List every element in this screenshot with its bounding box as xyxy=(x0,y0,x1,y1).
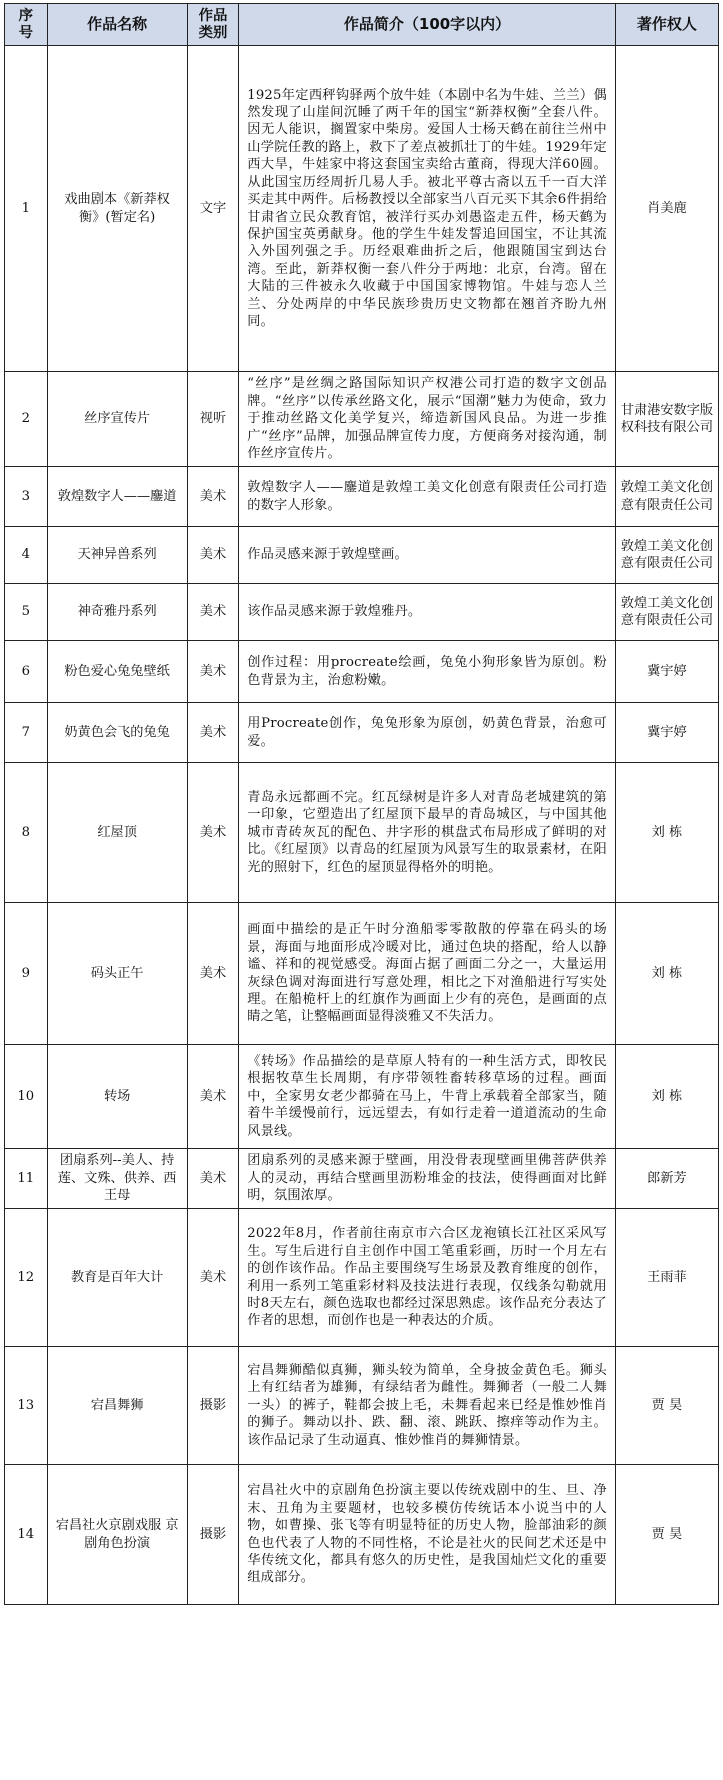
work-category: 摄影 xyxy=(199,1526,227,1542)
work-description-cell xyxy=(239,1149,616,1209)
row-number: 13 xyxy=(17,1397,35,1413)
header-owner-label: 著作权人 xyxy=(636,15,697,33)
work-name-cell xyxy=(47,641,187,703)
copyright-owner-cell xyxy=(615,527,718,584)
table-row xyxy=(5,903,719,1045)
header-no xyxy=(5,4,48,46)
row-number: 14 xyxy=(17,1526,35,1542)
work-category: 摄影 xyxy=(199,1397,227,1413)
work-category-cell xyxy=(187,1149,239,1209)
row-number: 2 xyxy=(21,411,30,427)
header-row xyxy=(5,4,719,46)
row-number-cell xyxy=(5,1465,48,1605)
work-category-cell xyxy=(187,903,239,1045)
work-category-cell xyxy=(187,1209,239,1347)
copyright-owner-cell xyxy=(615,641,718,703)
work-name: 宕昌社火京剧戏服 京剧角色扮演 xyxy=(55,1518,179,1551)
work-name-cell xyxy=(47,1347,187,1465)
row-number-cell xyxy=(5,903,48,1045)
copyright-owner: 刘 栋 xyxy=(651,1088,683,1104)
work-description-cell xyxy=(239,467,616,527)
work-description: 团扇系列的灵感来源于壁画，用没骨表现壁画里佛菩萨供养人的灵动，再结合壁画里沥粉堆金的技法，使得画面对比鲜明，氛围浓厚。 xyxy=(247,1153,607,1204)
row-number-cell xyxy=(5,372,48,467)
copyright-owner-cell xyxy=(615,1209,718,1347)
work-description: 青岛永远都画不完。红瓦绿树是许多人对青岛老城建筑的第一印象，它塑造出了红屋顶下最早的青岛城区，与中国其他城市青砖灰瓦的配色、井字形的棋盘式布局形成了鲜明的对比。《红屋顶》以青岛的红屋顶为风景写生的取景素材，在阳光的照射下，红色的屋顶显得格外的明艳。 xyxy=(247,789,607,875)
work-category-cell xyxy=(187,641,239,703)
work-description-cell xyxy=(239,1209,616,1347)
row-number-cell xyxy=(5,703,48,763)
row-number: 12 xyxy=(17,1269,35,1285)
header-name-label: 作品名称 xyxy=(87,15,148,33)
row-number-cell xyxy=(5,763,48,903)
row-number: 3 xyxy=(21,488,30,504)
work-description-cell xyxy=(239,372,616,467)
copyright-owner-cell xyxy=(615,763,718,903)
copyright-owner: 冀宇婷 xyxy=(647,663,687,679)
work-name-cell xyxy=(47,1209,187,1347)
row-number-cell xyxy=(5,1149,48,1209)
work-category-cell xyxy=(187,584,239,641)
copyright-owner-cell xyxy=(615,1465,718,1605)
header-desc xyxy=(239,4,616,46)
work-description: 敦煌数字人——鏖道是敦煌工美文化创意有限责任公司打造的数字人形象。 xyxy=(247,480,607,513)
work-name: 戏曲剧本《新莽权衡》(暂定名) xyxy=(64,192,170,225)
copyright-owner-cell xyxy=(615,1347,718,1465)
work-name: 教育是百年大计 xyxy=(70,1269,164,1285)
row-number-cell xyxy=(5,467,48,527)
work-name-cell xyxy=(47,1465,187,1605)
table-row xyxy=(5,703,719,763)
work-category-cell xyxy=(187,46,239,372)
work-category: 文字 xyxy=(199,200,227,216)
work-description: 2022年8月，作者前往南京市六合区龙袍镇长江社区采风写生。写生后进行自主创作中国工笔重彩画，历时一个月左右的创作该作品。作品主要围绕写生场景及教育维度的创作，利用一系列工笔重彩材料及技法进行表现，仅线条勾勒就用时8天左右，颜色选取也都经过深思熟虑。该作品充分表达了作者的思想，而创作也是一种表达的介质。 xyxy=(247,1226,607,1329)
work-description-cell xyxy=(239,703,616,763)
work-name-cell xyxy=(47,703,187,763)
work-description-cell xyxy=(239,1347,616,1465)
copyright-owner-cell xyxy=(615,467,718,527)
header-category xyxy=(187,4,239,46)
work-category-cell xyxy=(187,763,239,903)
work-name: 粉色爱心兔兔壁纸 xyxy=(64,663,170,679)
work-category-cell xyxy=(187,1045,239,1149)
table-row xyxy=(5,372,719,467)
work-name: 敦煌数字人——鏖道 xyxy=(57,488,177,504)
work-category: 美术 xyxy=(199,547,227,563)
work-name: 宕昌舞狮 xyxy=(90,1397,144,1413)
work-name-cell xyxy=(47,467,187,527)
work-name: 团扇系列--美人、持莲、文殊、供养、西王母 xyxy=(57,1153,177,1204)
row-number: 7 xyxy=(21,724,30,740)
copyright-owner: 敦煌工美文化创意有限责任公司 xyxy=(620,538,714,571)
copyright-owner: 刘 栋 xyxy=(651,824,683,840)
work-category: 美术 xyxy=(199,488,227,504)
row-number: 4 xyxy=(21,547,30,563)
row-number: 8 xyxy=(21,824,30,840)
table-row xyxy=(5,1209,719,1347)
row-number-cell xyxy=(5,584,48,641)
work-category-cell xyxy=(187,372,239,467)
copyright-owner-cell xyxy=(615,703,718,763)
row-number-cell xyxy=(5,1209,48,1347)
table-row xyxy=(5,467,719,527)
work-description-cell xyxy=(239,527,616,584)
copyright-owner-cell xyxy=(615,903,718,1045)
copyright-owner-cell xyxy=(615,46,718,372)
work-description: “丝序”是丝绸之路国际知识产权港公司打造的数字文创品牌。“丝序”以传承丝路文化，展示“国潮”魅力为使命，致力于推动丝路文化美学复兴，缔造新国风良品。为进一步推广“丝序”品牌，加强品牌宣传力度，方便商务对接沟通，制作丝序宣传片。 xyxy=(247,376,607,462)
row-number-cell xyxy=(5,641,48,703)
work-name: 神奇雅丹系列 xyxy=(77,604,157,620)
work-category: 美术 xyxy=(199,604,227,620)
work-category-cell xyxy=(187,1347,239,1465)
work-category: 美术 xyxy=(199,965,227,981)
row-number: 9 xyxy=(21,965,30,981)
work-category-cell xyxy=(187,467,239,527)
table-row xyxy=(5,763,719,903)
copyright-owner: 刘 栋 xyxy=(651,965,683,981)
work-category: 美术 xyxy=(199,724,227,740)
copyright-owner: 贾 昊 xyxy=(651,1397,683,1413)
work-name-cell xyxy=(47,584,187,641)
copyright-owner: 贾 昊 xyxy=(651,1526,683,1542)
work-category: 美术 xyxy=(199,824,227,840)
row-number: 6 xyxy=(21,663,30,679)
table-row xyxy=(5,584,719,641)
work-description-cell xyxy=(239,584,616,641)
work-name: 天神异兽系列 xyxy=(77,547,157,563)
row-number: 10 xyxy=(17,1088,35,1104)
work-description-cell xyxy=(239,903,616,1045)
table-row xyxy=(5,1149,719,1209)
work-description-cell xyxy=(239,641,616,703)
work-name-cell xyxy=(47,1149,187,1209)
work-category: 美术 xyxy=(199,663,227,679)
work-name-cell xyxy=(47,46,187,372)
work-category: 美术 xyxy=(199,1170,227,1186)
work-name: 丝序宣传片 xyxy=(84,411,151,427)
work-description: 宕昌社火中的京剧角色扮演主要以传统戏剧中的生、旦、净末、丑角为主要题材，也较多模仿传统话本小说当中的人物，如曹操、张飞等有明显特征的历史人物，脸部油彩的颜色也代表了人物的不同性格，不论是社火的民间艺术还是中华传统文化，都具有悠久的历史性，是我国灿烂文化的重要组成部分。 xyxy=(247,1483,607,1586)
header-owner xyxy=(615,4,718,46)
copyright-owner-cell xyxy=(615,1045,718,1149)
copyright-owner: 肖美鹿 xyxy=(647,200,687,216)
copyright-owner: 郎新芳 xyxy=(647,1170,687,1186)
row-number: 1 xyxy=(21,200,30,216)
work-name-cell xyxy=(47,527,187,584)
works-table xyxy=(4,3,719,1605)
copyright-owner-cell xyxy=(615,1149,718,1209)
table-row xyxy=(5,46,719,372)
table-body xyxy=(5,46,719,1605)
work-category-cell xyxy=(187,1465,239,1605)
work-category-cell xyxy=(187,527,239,584)
copyright-owner: 甘肃港安数字版权科技有限公司 xyxy=(620,402,714,435)
copyright-owner-cell xyxy=(615,372,718,467)
work-category: 视听 xyxy=(199,411,227,427)
work-description: 宕昌舞狮酷似真狮，狮头较为简单，全身披金黄色毛。狮头上有红结者为雄狮，有绿结者为雌性。舞狮者（一般二人舞一头）的裤子，鞋都会披上毛，未舞看起来已经是惟妙惟肖的狮子。舞动以扑、跌、翻、滚、跳跃、擦痒等动作为主。该作品记录了生动逼真、惟妙惟肖的舞狮情景。 xyxy=(247,1362,607,1448)
table-row xyxy=(5,527,719,584)
copyright-owner: 敦煌工美文化创意有限责任公司 xyxy=(620,480,714,513)
work-description: 作品灵感来源于敦煌壁画。 xyxy=(247,547,408,563)
header-category-label: 作品 类别 xyxy=(198,7,228,41)
work-description-cell xyxy=(239,1465,616,1605)
copyright-owner: 敦煌工美文化创意有限责任公司 xyxy=(620,595,714,628)
row-number-cell xyxy=(5,1347,48,1465)
work-category: 美术 xyxy=(199,1269,227,1285)
row-number-cell xyxy=(5,527,48,584)
work-name: 码头正午 xyxy=(90,965,144,981)
copyright-owner-cell xyxy=(615,584,718,641)
work-name-cell xyxy=(47,1045,187,1149)
work-name: 转场 xyxy=(103,1088,131,1104)
copyright-owner: 冀宇婷 xyxy=(647,724,687,740)
work-name-cell xyxy=(47,903,187,1045)
work-description-cell xyxy=(239,1045,616,1149)
work-name: 奶黄色会飞的兔兔 xyxy=(64,724,170,740)
copyright-owner: 王雨菲 xyxy=(647,1269,687,1285)
table-row xyxy=(5,1465,719,1605)
work-name: 红屋顶 xyxy=(97,824,137,840)
work-description-cell xyxy=(239,46,616,372)
work-name-cell xyxy=(47,763,187,903)
table-row xyxy=(5,1045,719,1149)
row-number-cell xyxy=(5,1045,48,1149)
table-row xyxy=(5,1347,719,1465)
row-number: 11 xyxy=(17,1170,35,1186)
work-description-cell xyxy=(239,763,616,903)
work-name-cell xyxy=(47,372,187,467)
header-no-label: 序 号 xyxy=(18,7,33,41)
header-desc-label: 作品简介（100字以内） xyxy=(343,15,511,33)
work-description: 用Procreate创作，兔兔形象为原创，奶黄色背景，治愈可爱。 xyxy=(247,716,607,749)
table-row xyxy=(5,641,719,703)
work-description: 该作品灵感来源于敦煌雅丹。 xyxy=(247,604,422,620)
work-description: 《转场》作品描绘的是草原人特有的一种生活方式，即牧民根据牧草生长周期，有序带领牲畜转移草场的过程。画面中，全家男女老少都骑在马上，牛背上承载着全部家当，随着牛羊缓慢前行，远远望去，有如行走着一道道流动的生命风景线。 xyxy=(247,1053,607,1139)
work-description: 1925年定西秤钩驿两个放牛娃（本剧中名为牛娃、兰兰）偶然发现了山崖间沉睡了两千年的国宝“新莽权衡”全套八件。因无人能识，搁置家中柴房。爱国人士杨天鹤在前往兰州中山学院任教的路上，救下了差点被抓壮丁的牛娃。1929年定西大旱，牛娃家中将这套国宝卖给古董商，得现大洋60圆。从此国宝历经周折几易人手。被北平尊古斋以五千一百大洋买走其中两件。后杨教授以全部家当八百元买下其余6件捐给甘肃省立民众教育馆，被洋行买办刘愚盗走五件，杨天鹤为保护国宝英勇献身。他的学生牛娃发誓追回国宝，不让其流入外国列强之手。历经艰难曲折之后，他跟随国宝到达台湾。至此，新莽权衡一套八件分于两地：北京，台湾。留在大陆的三件被永久收藏于中国国家博物馆。牛娃与恋人兰兰、分处两岸的中华民族珍贵历史文物都在翘首齐盼九州同。 xyxy=(247,87,607,329)
row-number-cell xyxy=(5,46,48,372)
row-number: 5 xyxy=(21,604,30,620)
work-description: 画面中描绘的是正午时分渔船零零散散的停靠在码头的场景，海面与地面形成冷暖对比，通过色块的搭配，给人以静谧、祥和的视觉感受。海面占据了画面二分之一，大量运用灰绿色调对海面进行写意处理，相比之下对渔船进行写实处理。在船桅杆上的红旗作为画面上少有的亮色，是画面的点睛之笔，让整幅画面显得淡雅又不失活力。 xyxy=(247,922,607,1025)
work-category: 美术 xyxy=(199,1088,227,1104)
header-name xyxy=(47,4,187,46)
work-description: 创作过程：用procreate绘画，兔兔小狗形象皆为原创。粉色背景为主，治愈粉嫩。 xyxy=(247,655,607,688)
work-category-cell xyxy=(187,703,239,763)
